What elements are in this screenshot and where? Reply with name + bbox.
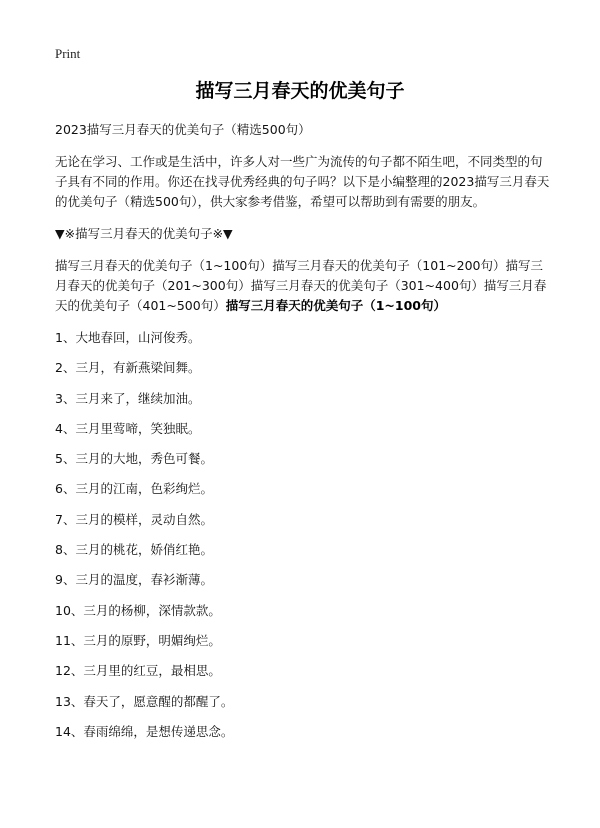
- sentence-item: 7、三月的模样，灵动自然。: [55, 511, 213, 527]
- toc-current-section: 描写三月春天的优美句子（1~100句）: [225, 298, 446, 313]
- sentence-list: [55, 328, 550, 742]
- sentence-item: 5、三月的大地，秀色可餐。: [55, 451, 213, 467]
- sentence-item: 4、三月里莺啼，笑独眠。: [55, 420, 201, 436]
- sentence-item: 8、三月的桃花，娇俏红艳。: [55, 542, 213, 558]
- article-subtitle: 2023描写三月春天的优美句子（精选500句）: [55, 122, 311, 137]
- toc-link-101-200[interactable]: 描写三月春天的优美句子（101~200句）: [272, 258, 506, 273]
- toc-heading: ▼※描写三月春天的优美句子※▼: [55, 226, 233, 241]
- sentence-item: 10、三月的杨柳，深情款款。: [55, 602, 221, 618]
- page-title: 描写三月春天的优美句子: [195, 80, 405, 102]
- sentence-item: 11、三月的原野，明媚绚烂。: [55, 632, 221, 648]
- sentence-item: 9、三月的温度，春衫渐薄。: [55, 572, 213, 588]
- toc-link-301-400[interactable]: 描写三月春天的优美句子（301~400句）: [250, 278, 484, 293]
- toc-link-401-500[interactable]: 描写三月春天的优美句子（401~500句）: [55, 278, 547, 313]
- intro-paragraph: 无论在学习、工作或是生活中，许多人对一些广为流传的句子都不陌生吧，不同类型的句子具有不同的作用。你还在找寻优秀经典的句子吗？以下是小编整理的2023描写三月春天的优美句子（精选500句），供大家参考借鉴，希望可以帮助到有需要的朋友。: [55, 154, 550, 209]
- sentence-item: 6、三月的江南，色彩绚烂。: [55, 481, 213, 497]
- sentence-item: 2、三月，有新燕梁间舞。: [55, 360, 201, 376]
- sentence-item: 14、春雨绵绵，是想传递思念。: [55, 723, 234, 739]
- sentence-item: 1、大地春回，山河俊秀。: [55, 330, 201, 345]
- sentence-item: 3、三月来了，继续加油。: [55, 390, 201, 406]
- sentence-item: 13、春天了，愿意醒的都醒了。: [55, 693, 234, 709]
- toc-link-201-300[interactable]: 描写三月春天的优美句子（201~300句）: [55, 258, 544, 293]
- table-of-contents: [55, 256, 550, 316]
- sentence-item: 12、三月里的红豆，最相思。: [55, 663, 221, 679]
- article-content: [55, 120, 550, 752]
- print-link[interactable]: Print: [55, 46, 81, 61]
- toc-link-1-100[interactable]: 描写三月春天的优美句子（1~100句）: [55, 258, 273, 273]
